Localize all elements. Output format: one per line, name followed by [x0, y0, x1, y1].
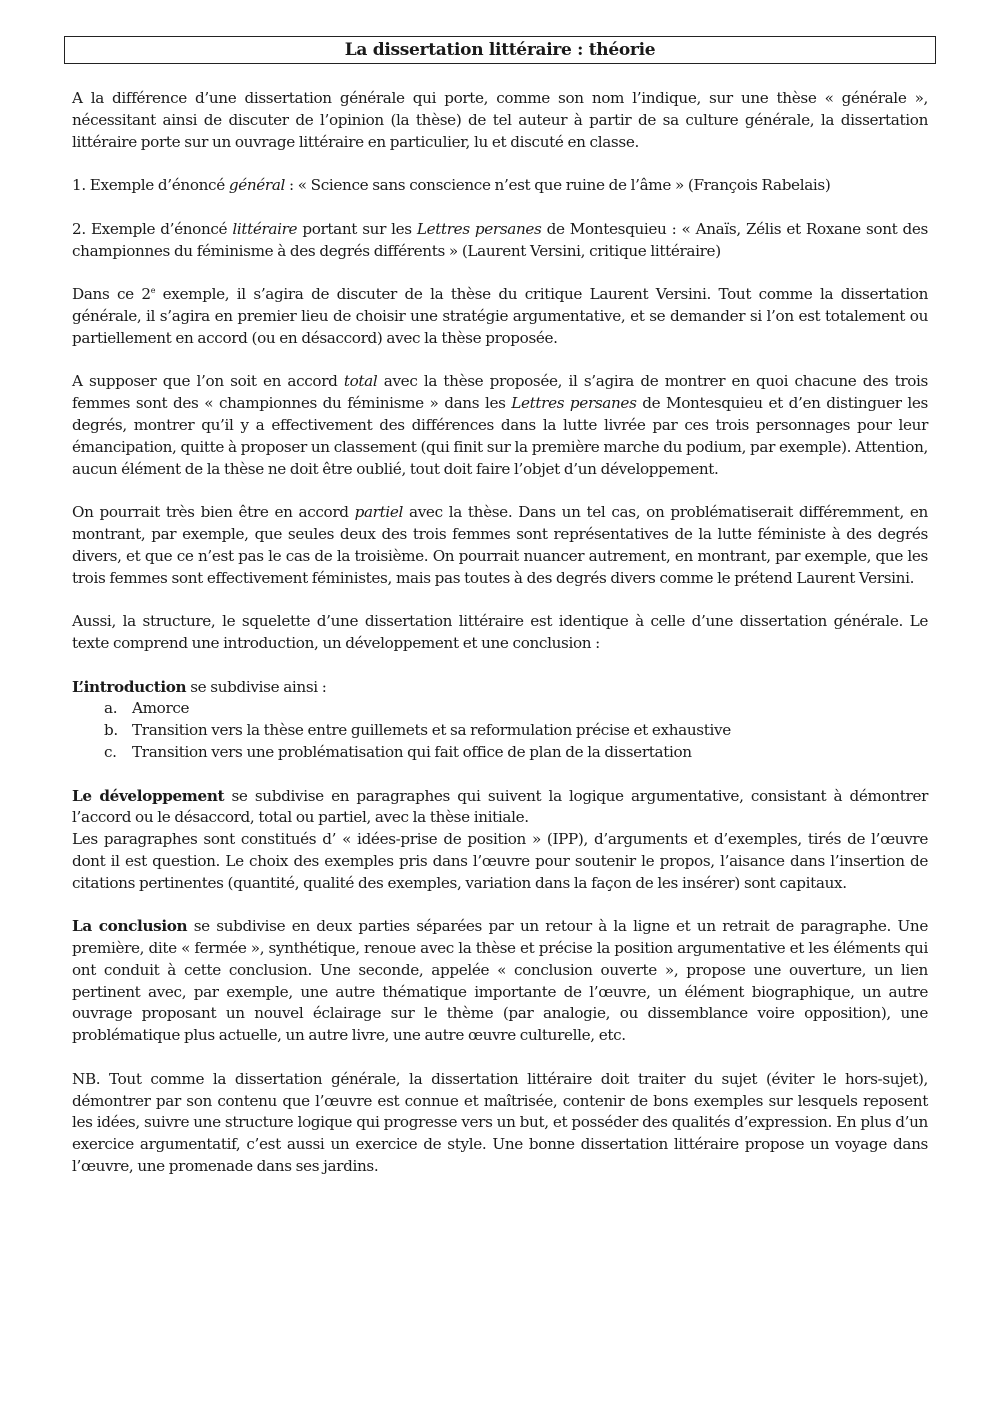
- list-marker: a.: [104, 699, 118, 718]
- conclusion-text: se subdivise en deux parties séparées par un retour à la ligne et un retrait de paragraphe. Une première, dite « fermée », synthétique, renoue avec la thèse et précise la position argumentative et les éléments qui ont conduit à cette conclusion. Une seconde, appelée « conclusion ouverte », propose une ouverture, un lien pertinent avec, par exemple, une autre thématique importante de l’œuvre, un élément biographique, un autre ouvrage proposant un nouvel éclairage sur le thème (par analogie, ou dissemblance voire opposition), une problématique plus actuelle, un autre livre, une autre œuvre culturelle, etc.: [72, 917, 928, 1045]
- list-item: [72, 698, 928, 720]
- paragraph-total-emphasis: total: [343, 372, 378, 391]
- example-general-emphasis: général: [228, 176, 286, 195]
- paragraph-partial-agreement: [72, 502, 928, 589]
- introduction-heading-line: [72, 677, 928, 699]
- example-general-quote: : « Science sans conscience n’est que ruine de l’âme » (François Rabelais): [285, 176, 831, 195]
- paragraph-second-example-text: exemple, il s’agira de discuter de la thèse du critique Laurent Versini. Tout comme la dissertation générale, il s’agira en premier lieu de choisir une stratégie argumentative, et se demander si l’on est totalement ou partiellement en accord (ou en désaccord) avec la thèse proposée.: [72, 285, 928, 347]
- paragraph-partial-text: avec la thèse. Dans un tel cas, on problématiserait différemment, en montrant, par exemple, que seules deux des trois femmes sont représentatives de la lutte féministe à des degrés divers, et que ce n’est pas le cas de la troisième. On pourrait nuancer autrement, en montrant, par exemple, que les trois femmes sont effectivement féministes, mais pas toutes à des degrés divers comme le prétend Laurent Versini.: [72, 503, 928, 587]
- paragraph-second-example-prefix: Dans ce 2: [72, 285, 151, 304]
- example-literary: [72, 219, 928, 263]
- example-general: [72, 175, 928, 197]
- conclusion-paragraph: [72, 916, 928, 1047]
- paragraph-structure: Aussi, la structure, le squelette d’une dissertation littéraire est identique à celle d’une dissertation générale. Le texte comprend une introduction, un développement et une conclusion :: [72, 612, 928, 652]
- list-item-label: Transition vers la thèse entre guillemets et sa reformulation précise et exhaustive: [132, 721, 731, 740]
- intro-paragraph: A la différence d’une dissertation générale qui porte, comme son nom l’indique, sur une thèse « générale », nécessitant ainsi de discuter de l’opinion (la thèse) de tel auteur à partir de sa culture générale, la dissertation littéraire porte sur un ouvrage littéraire en particulier, lu et discuté en classe.: [72, 89, 928, 151]
- introduction-heading: L’introduction: [72, 677, 187, 696]
- example-literary-prefix: 2. Exemple d’énoncé: [72, 219, 233, 238]
- work-title: Lettres persanes: [416, 219, 542, 238]
- list-item: [72, 720, 928, 742]
- list-marker: b.: [104, 721, 118, 740]
- paragraph-total-agreement: [72, 371, 928, 480]
- introduction-list: [72, 698, 928, 763]
- example-literary-emphasis: littéraire: [232, 219, 298, 238]
- development-heading: Le développement: [72, 786, 225, 805]
- paragraph-total-middle: avec la thèse proposée, il s’agira de montrer en quoi chacune des trois femmes sont des « championnes du féminisme » dans les: [72, 372, 928, 413]
- example-literary-quote: de Montesquieu : « Anaïs, Zélis et Roxane sont des championnes du féminisme à des degrés différents » (Laurent Versini, critique littéraire): [72, 219, 928, 260]
- development-paragraph: [72, 786, 928, 830]
- list-item-label: Amorce: [132, 699, 190, 718]
- paragraph-partial-emphasis: partiel: [354, 503, 404, 522]
- paragraph-second-example: [72, 284, 928, 349]
- development-paragraph-2: Les paragraphes sont constitués d’ « idées-prise de position » (IPP), d’arguments et d’exemples, tirés de l’œuvre dont il est question. Le choix des exemples pris dans l’œuvre pour soutenir le propos, l’aisance dans l’insertion de citations pertinentes (quantité, qualité des exemples, variation dans la façon de les insérer) sont capitaux.: [72, 830, 928, 892]
- paragraph-total-text: de Montesquieu et d’en distinguer les degrés, montrer qu’il y a effectivement des différences dans la lutte livrée par ces trois personnages pour leur émancipation, quitte à proposer un classement (qui finit sur la première marche du podium, par exemple). Attention, aucun élément de la thèse ne doit être oublié, tout doit faire l’objet d’un développement.: [72, 394, 928, 478]
- document-body: [72, 88, 928, 1200]
- ordinal-superscript: e: [150, 286, 156, 296]
- list-marker: c.: [104, 742, 117, 761]
- paragraph-total-prefix: A supposer que l’on soit en accord: [72, 372, 344, 391]
- list-item-label: Transition vers une problématisation qui fait office de plan de la dissertation: [132, 742, 692, 761]
- introduction-text: se subdivise ainsi :: [186, 677, 327, 696]
- development-text: se subdivise en paragraphes qui suivent la logique argumentative, consistant à démontrer l’accord ou le désaccord, total ou partiel, avec la thèse initiale.: [72, 786, 929, 827]
- example-general-prefix: 1. Exemple d’énoncé: [72, 176, 229, 195]
- document-title: La dissertation littéraire : théorie: [64, 36, 936, 64]
- conclusion-heading: La conclusion: [72, 917, 188, 936]
- work-title: Lettres persanes: [511, 394, 637, 413]
- list-item: [72, 742, 928, 764]
- example-literary-middle: portant sur les: [297, 219, 417, 238]
- nota-bene-paragraph: NB. Tout comme la dissertation générale, la dissertation littéraire doit traiter du sujet (éviter le hors-sujet), démontrer par son contenu que l’œuvre est connue et maîtrisée, contenir de bons exemples sur lesquels reposent les idées, suivre une structure logique qui progresse vers un but, et posséder des qualités d’expression. En plus d’un exercice argumentatif, c’est aussi un exercice de style. Une bonne dissertation littéraire propose un voyage dans l’œuvre, une promenade dans ses jardins.: [72, 1069, 928, 1176]
- paragraph-partial-prefix: On pourrait très bien être en accord: [72, 503, 355, 522]
